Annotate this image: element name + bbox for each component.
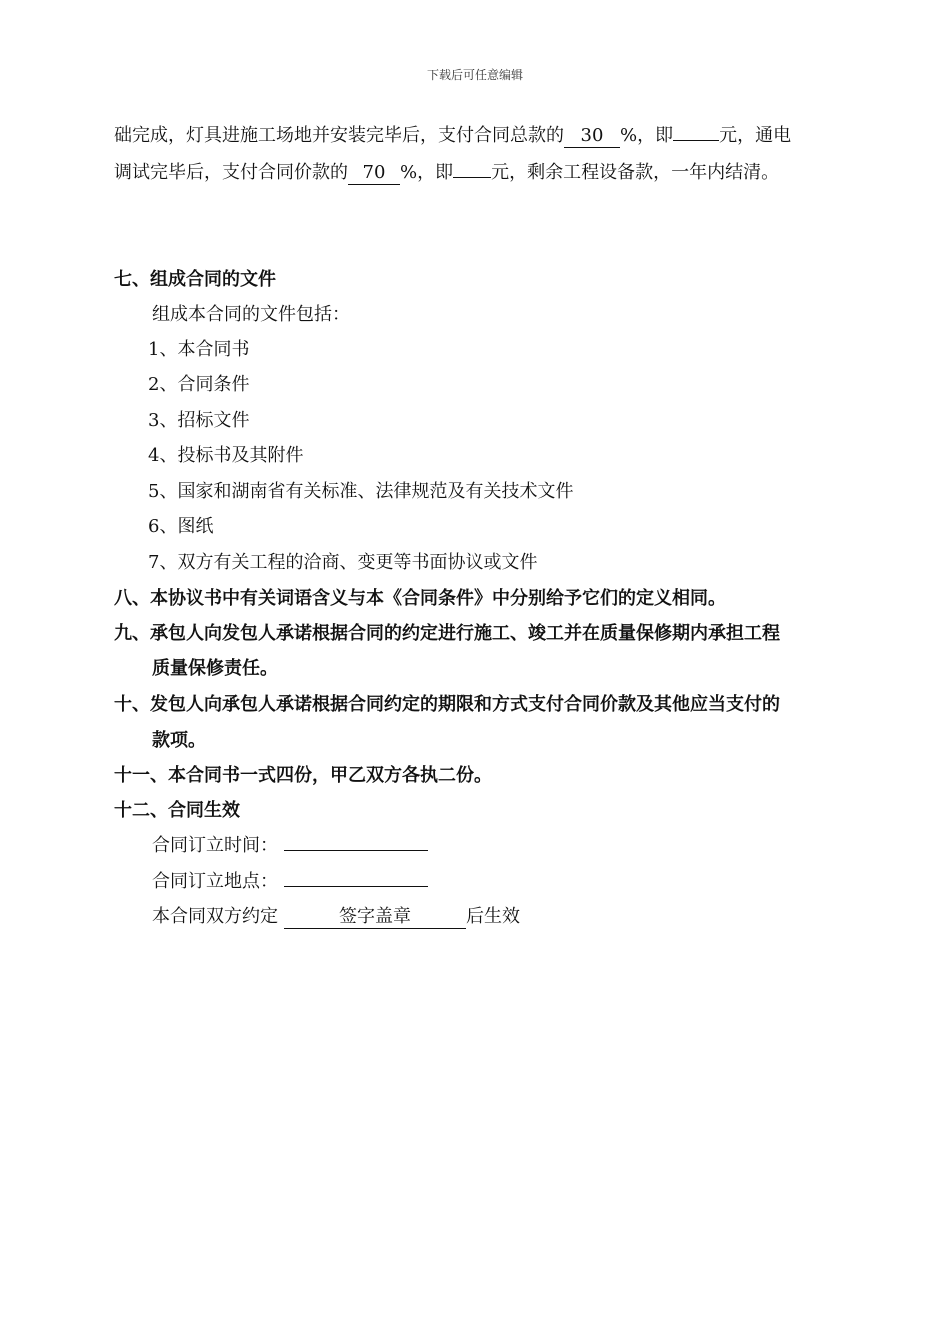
payment-text: 元，剩余工程设备款，一年内结清。 — [491, 162, 780, 183]
section-10-line-1: 十、发包人向承包人承诺根据合同约定的期限和方式支付合同价款及其他应当支付的 — [114, 694, 780, 715]
list-item: 1、本合同书 — [148, 339, 250, 360]
header-note: 下载后可任意编辑 — [426, 68, 523, 82]
section-10-line-2: 款项。 — [152, 730, 206, 751]
effective-condition-blank: 签字盖章 — [284, 906, 466, 929]
payment-text: 础完成，灯具进施工场地并安装完毕后，支付合同总款的 — [114, 125, 564, 146]
percent-30-blank: 30 — [564, 125, 620, 148]
section-9-line-2: 质量保修责任。 — [152, 658, 278, 679]
amount-blank-2 — [453, 177, 491, 178]
signing-place-row — [152, 869, 428, 895]
section-8: 八、本协议书中有关词语含义与本《合同条件》中分别给予它们的定义相同。 — [114, 588, 726, 609]
list-item: 2、合同条件 — [148, 374, 250, 395]
effective-text: 后生效 — [466, 906, 520, 927]
payment-line-2 — [114, 160, 779, 186]
amount-blank-1 — [673, 140, 719, 141]
list-item: 7、双方有关工程的洽商、变更等书面协议或文件 — [148, 552, 538, 573]
signing-time-row — [152, 833, 428, 859]
payment-text: 调试完毕后，支付合同价款的 — [114, 162, 348, 183]
section-11: 十一、本合同书一式四份，甲乙双方各执二份。 — [114, 765, 492, 786]
section-12-title: 十二、合同生效 — [114, 800, 240, 821]
list-item: 4、投标书及其附件 — [148, 445, 304, 466]
signing-time-label: 合同订立时间： — [152, 835, 278, 856]
signing-time-blank[interactable] — [284, 850, 428, 851]
list-item: 3、招标文件 — [148, 410, 250, 431]
payment-line-1 — [114, 123, 791, 149]
signing-place-label: 合同订立地点： — [152, 871, 278, 892]
payment-text: %，即 — [620, 125, 674, 146]
section-7-title: 七、组成合同的文件 — [114, 269, 276, 290]
effective-text: 本合同双方约定 — [152, 906, 278, 927]
effective-row — [152, 904, 520, 930]
signing-place-blank[interactable] — [284, 886, 428, 887]
list-item: 6、图纸 — [148, 516, 214, 537]
payment-text: 元，通电 — [719, 125, 792, 146]
percent-70-blank: 70 — [348, 162, 400, 185]
list-item: 5、国家和湖南省有关标准、法律规范及有关技术文件 — [148, 481, 574, 502]
section-9-line-1: 九、承包人向发包人承诺根据合同的约定进行施工、竣工并在质量保修期内承担工程 — [114, 623, 780, 644]
section-7-intro: 组成本合同的文件包括： — [152, 304, 350, 325]
payment-text: %，即 — [400, 162, 454, 183]
